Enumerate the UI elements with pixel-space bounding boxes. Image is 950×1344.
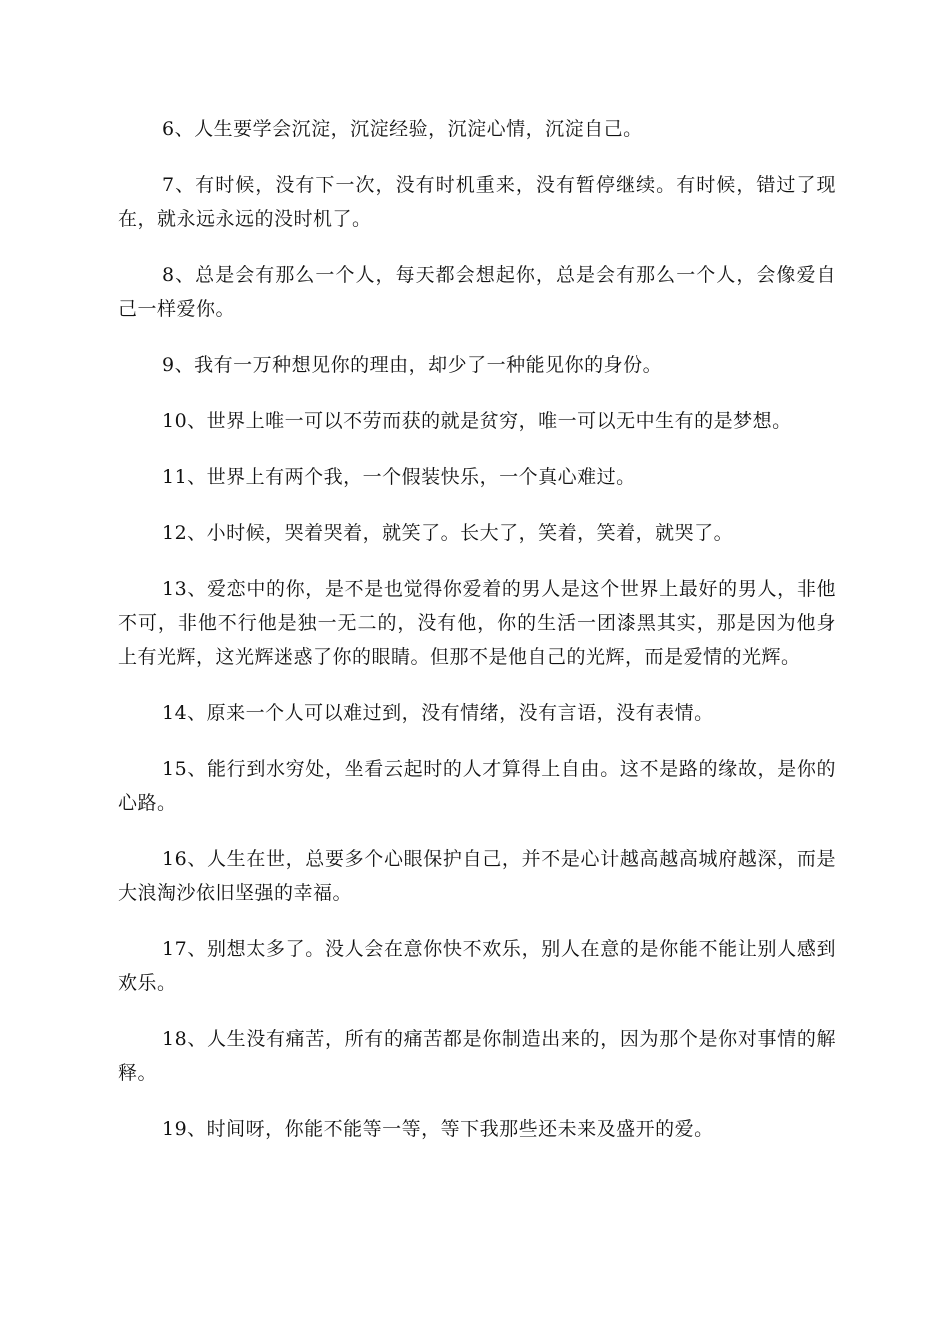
paragraph-14: 14、原来一个人可以难过到，没有情绪，没有言语，没有表情。 — [162, 702, 714, 724]
paragraph-7: 7、有时候，没有下一次，没有时机重来，没有暂停继续。有时候，错过了现在，就永远永远的没时机了。 — [118, 174, 836, 230]
paragraph-13: 13、爱恋中的你，是不是也觉得你爱着的男人是这个世界上最好的男人，非他不可，非他不行他是独一无二的，没有他，你的生活一团漆黑其实，那是因为他身上有光辉，这光辉迷惑了你的眼睛。但那不是他自己的光辉，而是爱情的光辉。 — [118, 578, 836, 668]
paragraph-12: 12、小时候，哭着哭着，就笑了。长大了，笑着，笑着，就哭了。 — [162, 522, 734, 544]
paragraph-9: 9、我有一万种想见你的理由，却少了一种能见你的身份。 — [162, 354, 663, 376]
paragraph-19: 19、时间呀，你能不能等一等，等下我那些还未来及盛开的爱。 — [162, 1118, 714, 1140]
paragraph-17: 17、别想太多了。没人会在意你快不欢乐，别人在意的是你能不能让别人感到欢乐。 — [118, 938, 836, 994]
paragraph-15: 15、能行到水穷处，坐看云起时的人才算得上自由。这不是路的缘故，是你的心路。 — [118, 758, 836, 814]
paragraph-8: 8、总是会有那么一个人，每天都会想起你，总是会有那么一个人，会像爱自己一样爱你。 — [118, 264, 836, 320]
paragraph-16: 16、人生在世，总要多个心眼保护自己，并不是心计越高越高城府越深，而是大浪淘沙依旧坚强的幸福。 — [118, 848, 836, 904]
paragraph-11: 11、世界上有两个我，一个假装快乐，一个真心难过。 — [162, 466, 636, 488]
paragraph-10: 10、世界上唯一可以不劳而获的就是贫穷，唯一可以无中生有的是梦想。 — [162, 410, 792, 432]
paragraph-18: 18、人生没有痛苦，所有的痛苦都是你制造出来的，因为那个是你对事情的解释。 — [118, 1028, 836, 1084]
document-body — [118, 112, 836, 1168]
paragraph-6: 6、人生要学会沉淀，沉淀经验，沉淀心情，沉淀自己。 — [162, 118, 643, 140]
